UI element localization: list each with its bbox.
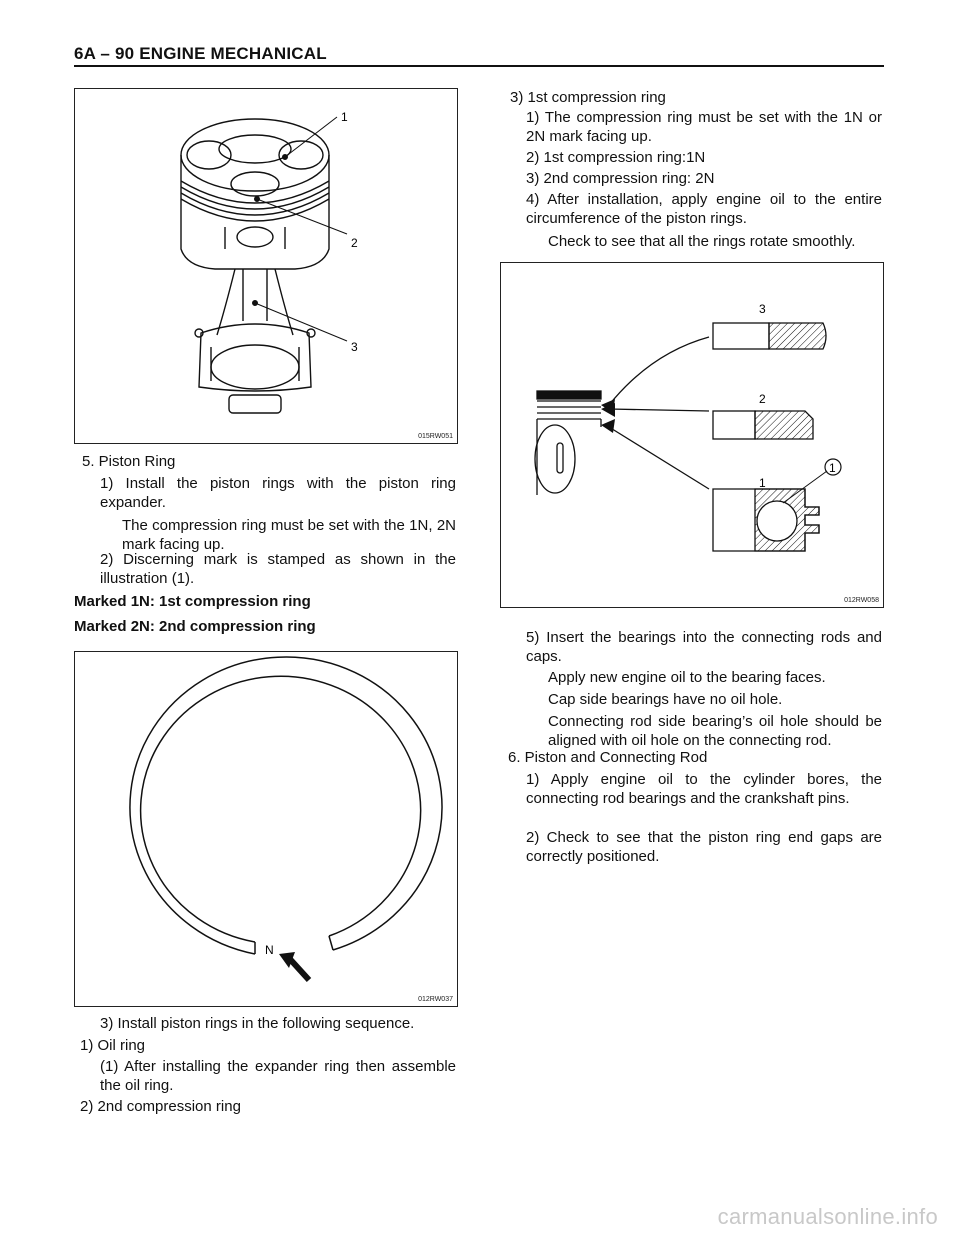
- step-5-1: 1) Install the piston rings with the piston ring expander.: [100, 475, 456, 511]
- step-5-1b: The compression ring must be set with the 1N, 2N mark facing up.: [122, 517, 456, 553]
- step-6-2: 2) Check to see that the piston ring end gaps are correctly positioned.: [526, 829, 882, 865]
- marked-2n: Marked 2N: 2nd compression ring: [74, 618, 316, 635]
- callout-2: 2: [351, 236, 358, 250]
- ring-sections-drawing: [501, 263, 883, 607]
- callout-3: 3: [351, 340, 358, 354]
- section-5-title: 5. Piston Ring: [82, 453, 176, 470]
- ring-drawing: [75, 652, 457, 1006]
- first-ring-3: 3) 2nd compression ring: 2N: [526, 170, 715, 187]
- figure-code: 012RW058: [844, 597, 879, 604]
- step-5-bearings: 5) Insert the bearings into the connecting rods and caps.: [526, 629, 882, 665]
- step-5-bearings-c: Cap side bearings have no oil hole.: [548, 691, 783, 708]
- step-6-1: 1) Apply engine oil to the cylinder bores, the connecting rod bearings and the crankshaft pins.: [526, 771, 882, 807]
- piston-drawing: [75, 89, 457, 443]
- section-label-3: 3: [759, 302, 766, 316]
- pointer-arrow: [279, 952, 309, 980]
- header-rule: [74, 65, 884, 67]
- page-header: 6A – 90 ENGINE MECHANICAL: [74, 44, 327, 63]
- watermark: carmanualsonline.info: [717, 1204, 938, 1229]
- figure-code: 015RW051: [418, 433, 453, 440]
- first-ring-4b: Check to see that all the rings rotate smoothly.: [548, 233, 856, 250]
- first-ring-title: 3) 1st compression ring: [510, 89, 666, 106]
- oil-ring-1: (1) After installing the expander ring then assemble the oil ring.: [100, 1058, 456, 1094]
- first-ring-4: 4) After installation, apply engine oil to the entire circumference of the piston rings.: [526, 191, 882, 227]
- first-ring-2: 2) 1st compression ring:1N: [526, 149, 706, 166]
- figure-code: 012RW037: [418, 996, 453, 1003]
- step-5-bearings-d: Connecting rod side bearing’s oil hole should be aligned with oil hole on the connecting rod.: [548, 713, 882, 749]
- step-5-2: 2) Discerning mark is stamped as shown in the illustration (1).: [100, 551, 456, 587]
- section-label-1: 1: [759, 476, 766, 490]
- section-6-title: 6. Piston and Connecting Rod: [508, 749, 708, 766]
- step-3-install: 3) Install piston rings in the following sequence.: [100, 1015, 415, 1032]
- first-ring-1: 1) The compression ring must be set with the 1N or 2N mark facing up.: [526, 109, 882, 145]
- ring-mark-n: N: [265, 943, 274, 957]
- figure-ring-sections: [500, 262, 884, 608]
- marked-1n: Marked 1N: 1st compression ring: [74, 593, 311, 610]
- callout-1: 1: [341, 110, 348, 124]
- step-5-bearings-b: Apply new engine oil to the bearing faces.: [548, 669, 826, 686]
- second-ring: 2) 2nd compression ring: [80, 1098, 241, 1115]
- section-label-2: 2: [759, 392, 766, 406]
- figure-ring-mark: [74, 651, 458, 1007]
- circled-callout-1: 1: [829, 461, 836, 475]
- oil-ring: 1) Oil ring: [80, 1037, 146, 1054]
- figure-piston-assembly: [74, 88, 458, 444]
